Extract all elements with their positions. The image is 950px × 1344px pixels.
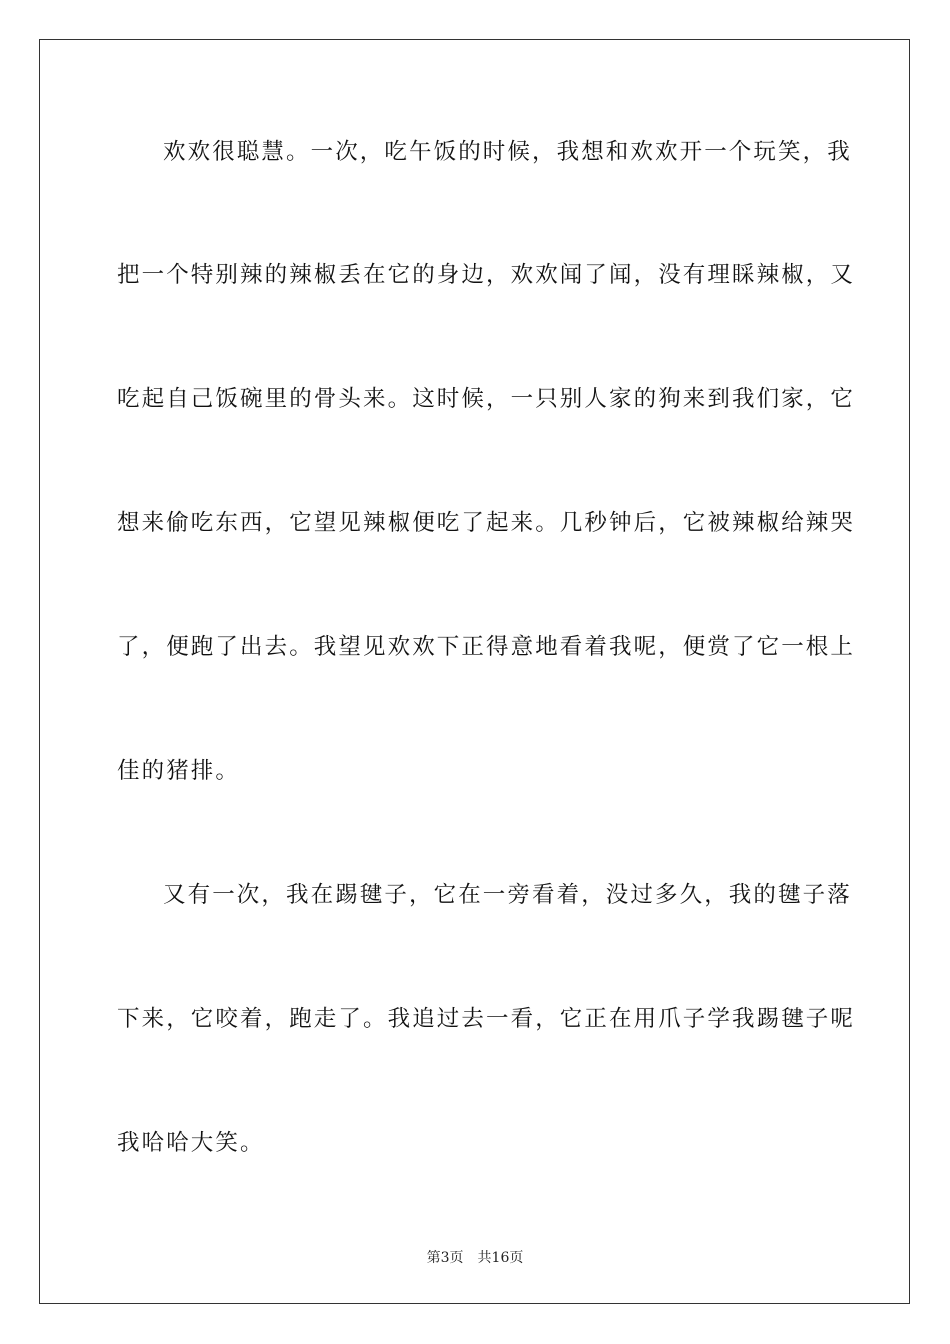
paragraph-1-line-4: 想来偷吃东西，它望见辣椒便吃了起来。几秒钟后，它被辣椒给辣哭: [117, 510, 856, 536]
page-number: 第3页: [426, 1250, 464, 1266]
paragraph-1-line-3: 吃起自己饭碗里的骨头来。这时候，一只别人家的狗来到我们家，它: [117, 386, 856, 412]
paragraph-1-line-6: 佳的猪排。: [117, 758, 241, 784]
paragraph-1-line-1: 欢欢很聪慧。一次，吃午饭的时候，我想和欢欢开一个玩笑，我: [163, 139, 852, 165]
page-footer: [0, 1248, 950, 1268]
page-total: 共16页: [477, 1250, 524, 1266]
paragraph-2-line-1: 又有一次，我在踢毽子，它在一旁看着，没过多久，我的毽子落: [163, 882, 852, 908]
paragraph-1-line-2: 把一个特别辣的辣椒丢在它的身边，欢欢闻了闻，没有理睬辣椒，又: [117, 262, 856, 288]
page-border: [39, 39, 910, 1304]
paragraph-2-line-3: 我哈哈大笑。: [117, 1130, 265, 1156]
paragraph-1-line-5: 了，便跑了出去。我望见欢欢下正得意地看着我呢，便赏了它一根上: [117, 634, 856, 660]
paragraph-2-line-2: 下来，它咬着，跑走了。我追过去一看，它正在用爪子学我踢毽子呢: [117, 1006, 856, 1032]
